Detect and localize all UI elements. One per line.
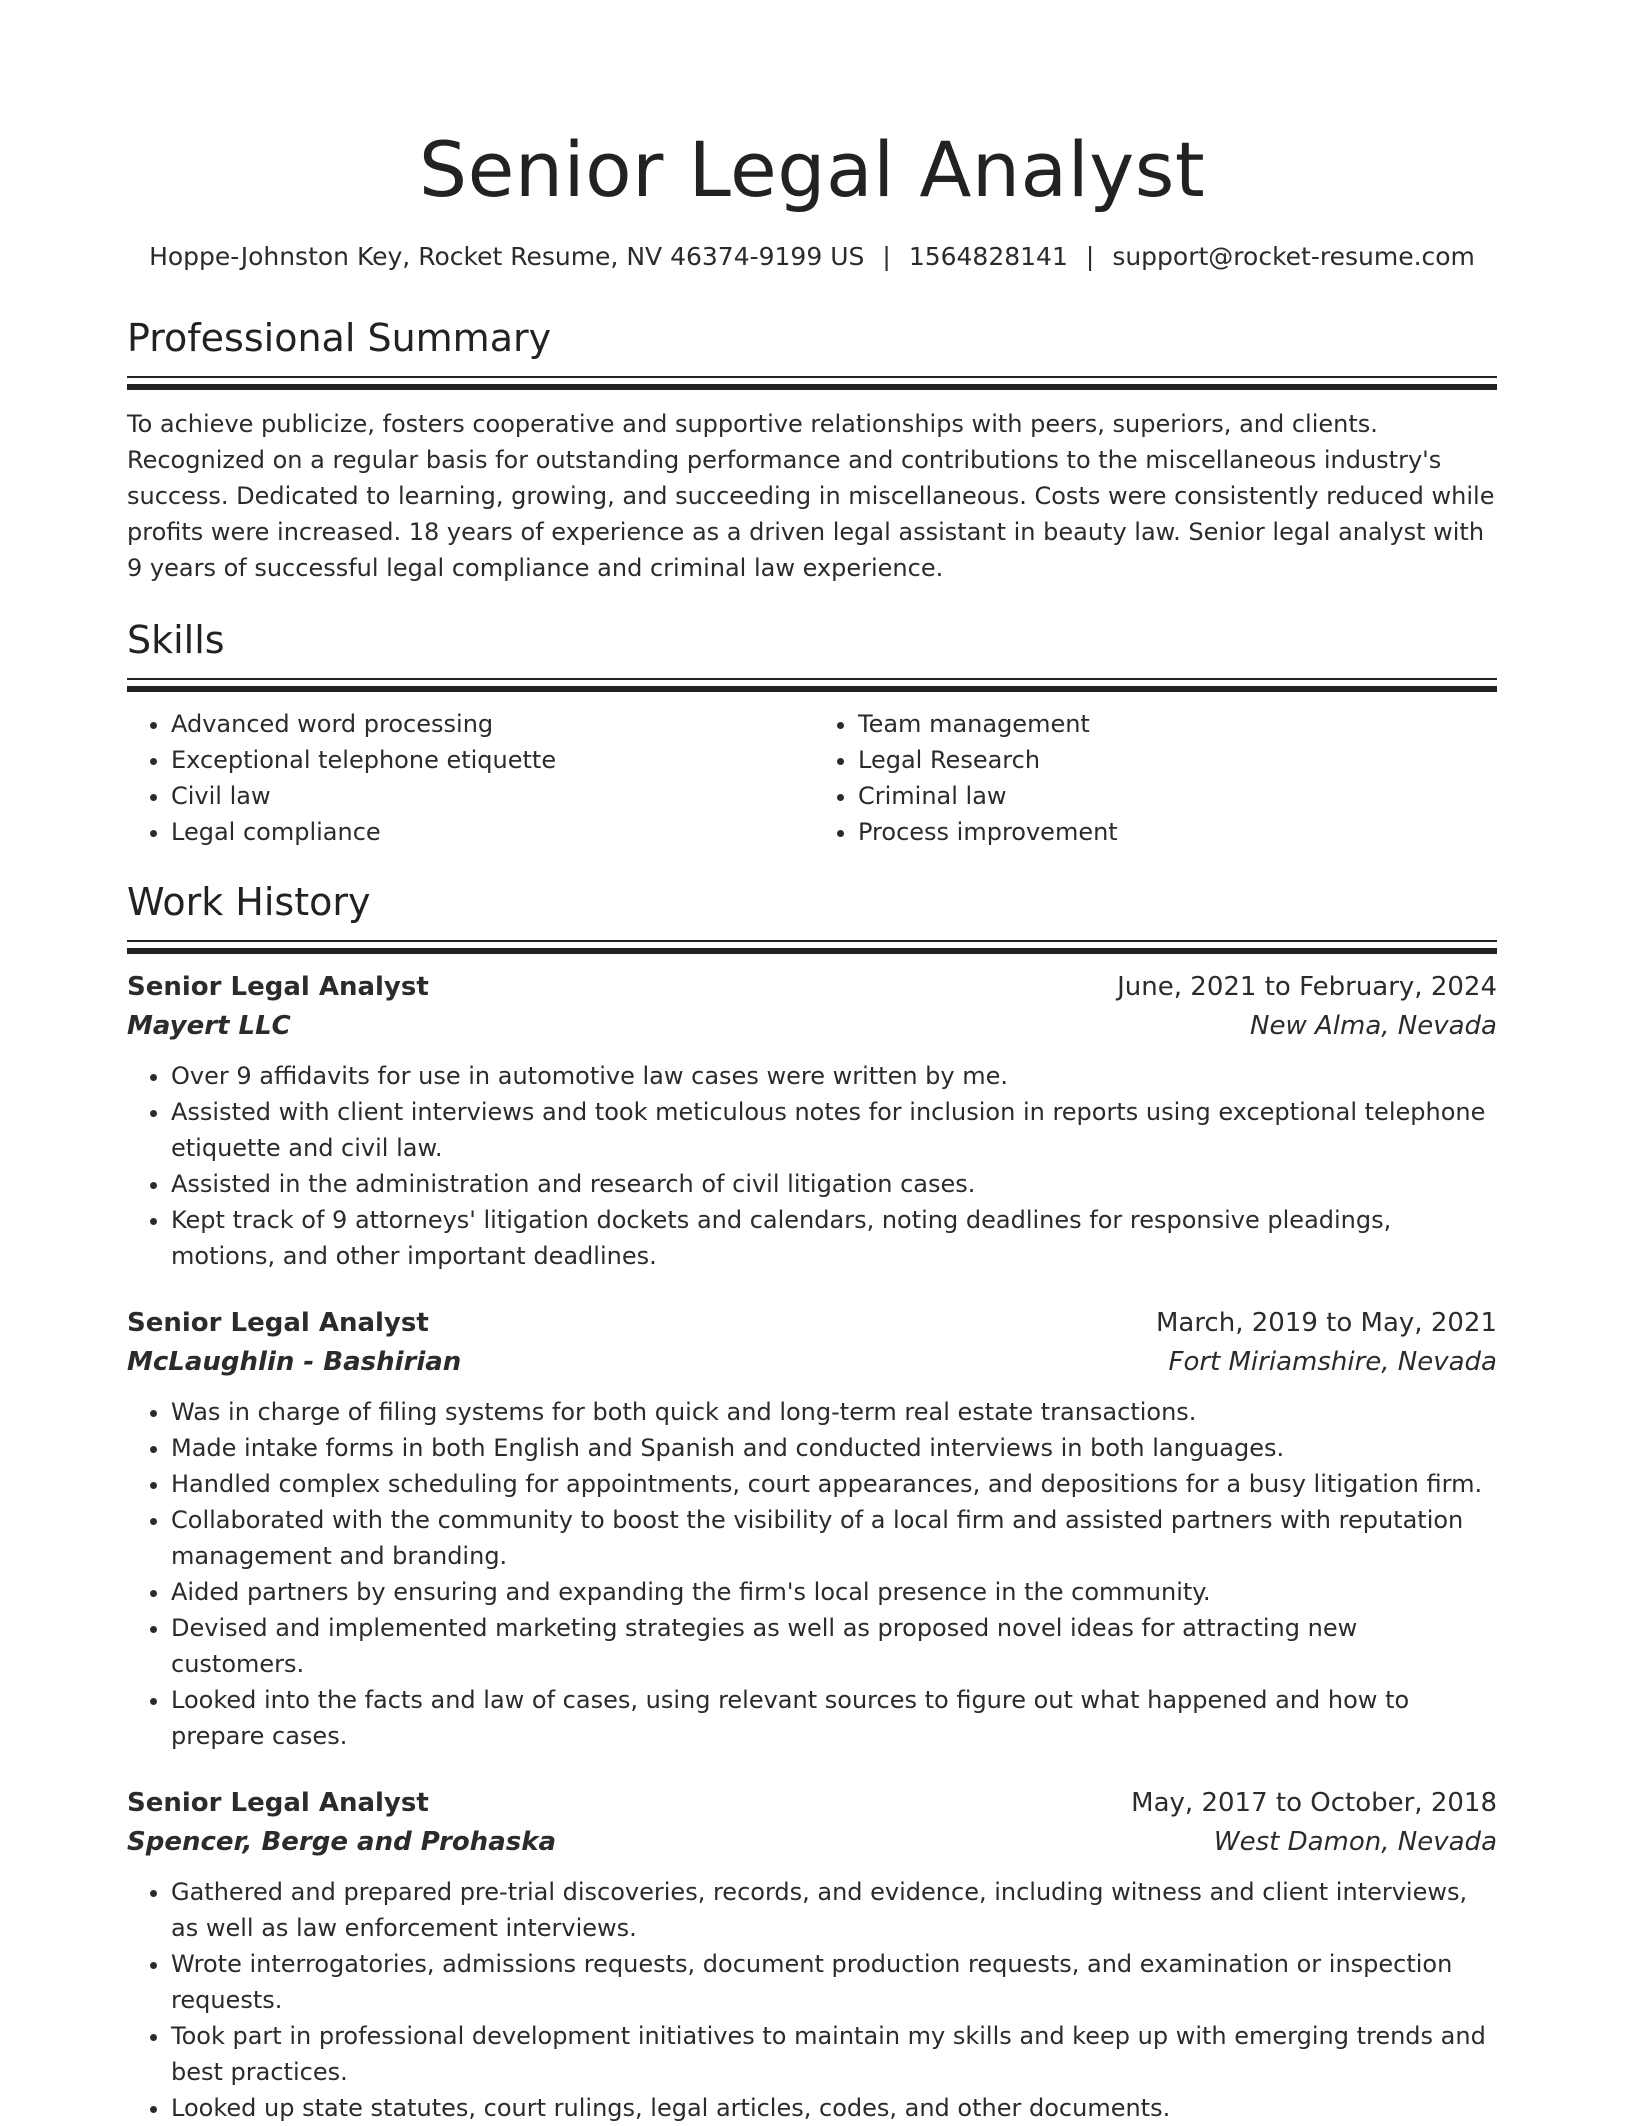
job-dates: June, 2021 to February, 2024 (1117, 972, 1497, 1002)
divider (127, 686, 1497, 692)
summary-section (127, 314, 1497, 586)
job-location: New Alma, Nevada (1250, 1011, 1497, 1041)
list-item: • Team management (858, 706, 1497, 742)
skills-section (127, 616, 1497, 850)
divider (127, 948, 1497, 954)
list-item: • Advanced word processing (171, 706, 812, 742)
job-entry (127, 1304, 1497, 1754)
list-item: • Kept track of 9 attorneys' litigation dockets and calendars, noting deadlines for responsive pleadings, motions, and other important deadlines. (171, 1202, 1497, 1274)
job-title: Senior Legal Analyst (127, 1308, 429, 1338)
list-item: • Exceptional telephone etiquette (171, 742, 812, 778)
contact-line (107, 240, 1517, 274)
job-bullets (127, 1874, 1497, 2126)
job-company: Spencer, Berge and Prohaska (127, 1827, 557, 1857)
list-item: • Civil law (171, 778, 812, 814)
divider (127, 678, 1497, 680)
job-location: Fort Miriamshire, Nevada (1168, 1347, 1497, 1377)
job-dates: March, 2019 to May, 2021 (1155, 1308, 1497, 1338)
job-entry (127, 1784, 1497, 2126)
list-item: • Assisted with client interviews and took meticulous notes for inclusion in reports using exceptional telephone etiquette and civil law. (171, 1094, 1497, 1166)
skills-column-left (127, 706, 812, 850)
list-item: • Process improvement (858, 814, 1497, 850)
list-item: • Looked into the facts and law of cases, using relevant sources to figure out what happened and how to prepare cases. (171, 1682, 1497, 1754)
separator: | (882, 242, 891, 271)
list-item: • Over 9 affidavits for use in automotive law cases were written by me. (171, 1058, 1497, 1094)
divider (127, 384, 1497, 390)
job-bullets (127, 1394, 1497, 1754)
resume-page (127, 0, 1497, 2126)
job-dates: May, 2017 to October, 2018 (1131, 1788, 1497, 1818)
separator: | (1085, 242, 1095, 271)
job-title: Senior Legal Analyst (127, 1788, 429, 1818)
page-title: Senior Legal Analyst (418, 125, 1206, 214)
list-item: • Looked up state statutes, court rulings, legal articles, codes, and other documents. (171, 2090, 1497, 2126)
skills-column-right (812, 706, 1497, 850)
list-item: • Made intake forms in both English and Spanish and conducted interviews in both languages. (171, 1430, 1497, 1466)
list-item: • Assisted in the administration and research of civil litigation cases. (171, 1166, 1497, 1202)
job-entry (127, 968, 1497, 1274)
list-item: • Was in charge of filing systems for both quick and long-term real estate transactions. (171, 1394, 1497, 1430)
address: Hoppe-Johnston Key, Rocket Resume, NV 46374-9199 US (149, 242, 865, 271)
list-item: • Criminal law (858, 778, 1497, 814)
list-item: • Took part in professional development initiatives to maintain my skills and keep up with emerging trends and best practices. (171, 2018, 1497, 2090)
section-title-work: Work History (127, 880, 371, 924)
job-company: Mayert LLC (127, 1011, 291, 1041)
section-title-skills: Skills (127, 618, 225, 662)
email[interactable]: support@rocket-resume.com (1112, 242, 1475, 271)
summary-text: To achieve publicize, fosters cooperative and supportive relationships with peers, superiors, and clients. Recognized on a regular basis for outstanding performance and contributions to the miscellaneous industry's success. Dedicated to learning, growing, and succeeding in miscellaneous. Costs were consistently reduced while profits were increased. 18 years of experience as a driven legal assistant in beauty law. Senior legal analyst with 9 years of successful legal compliance and criminal law experience. (127, 410, 1495, 582)
divider (127, 376, 1497, 378)
skills-list (127, 706, 1497, 850)
job-location: West Damon, Nevada (1213, 1827, 1497, 1857)
job-title: Senior Legal Analyst (127, 972, 429, 1002)
list-item: • Legal compliance (171, 814, 812, 850)
list-item: • Aided partners by ensuring and expanding the firm's local presence in the community. (171, 1574, 1497, 1610)
list-item: • Gathered and prepared pre-trial discoveries, records, and evidence, including witness and client interviews, as well as law enforcement interviews. (171, 1874, 1497, 1946)
divider (127, 940, 1497, 942)
list-item: • Collaborated with the community to boost the visibility of a local firm and assisted partners with reputation management and branding. (171, 1502, 1497, 1574)
phone: 1564828141 (908, 242, 1068, 271)
list-item: • Handled complex scheduling for appointments, court appearances, and depositions for a busy litigation firm. (171, 1466, 1497, 1502)
list-item: • Legal Research (858, 742, 1497, 778)
list-item: • Wrote interrogatories, admissions requests, document production requests, and examination or inspection requests. (171, 1946, 1497, 2018)
job-company: McLaughlin - Bashirian (127, 1347, 462, 1377)
work-section (127, 878, 1497, 2126)
section-title-summary: Professional Summary (127, 316, 552, 360)
list-item: • Devised and implemented marketing strategies as well as proposed novel ideas for attracting new customers. (171, 1610, 1497, 1682)
job-bullets (127, 1058, 1497, 1274)
